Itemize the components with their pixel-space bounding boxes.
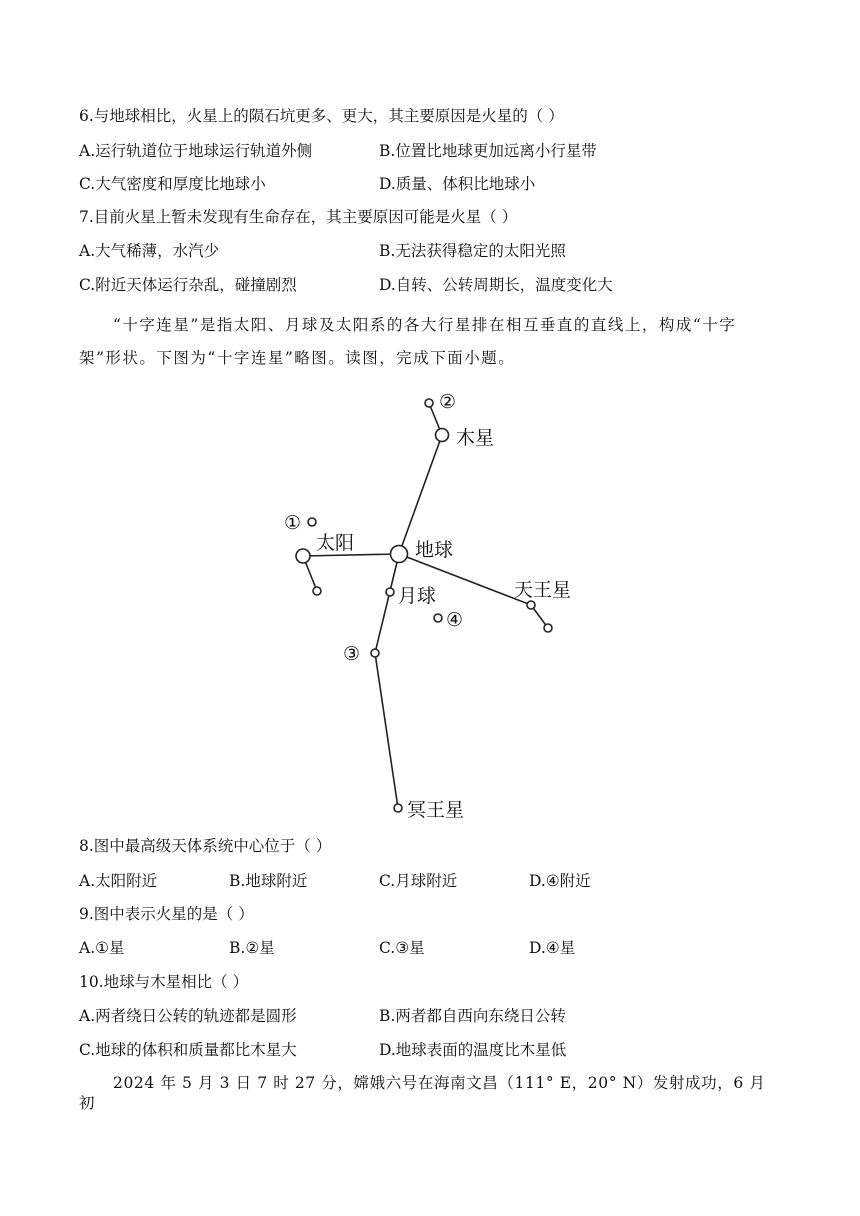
body-sun: [296, 549, 310, 563]
question-7-stem: 7.目前火星上暂未发现有生命存在，其主要原因可能是火星（ ）: [79, 208, 518, 226]
label-three: ③: [343, 643, 361, 665]
question-7-option-a: A.大气稀薄，水汽少: [79, 242, 220, 260]
question-7-option-b: B.无法获得稳定的太阳光照: [379, 242, 566, 260]
question-7-option-c: C.附近天体运行杂乱，碰撞剧烈: [79, 276, 297, 294]
body-two: [425, 399, 433, 407]
label-sun: 太阳: [316, 532, 355, 554]
question-6-stem: 6.与地球相比，火星上的陨石坑更多、更大，其主要原因是火星的（ ）: [79, 107, 564, 125]
question-8-option-c: C.月球附近: [379, 872, 458, 890]
passage-cross-alignment: “十字连星”是指太阳、月球及太阳系的各大行星排在相互垂直的直线上，构成“十字架”形状。下图为“十字连星”略图。读图，完成下面小题。: [79, 316, 737, 367]
cross-alignment-diagram: [282, 378, 582, 828]
question-9-option-d: D.④星: [529, 939, 576, 957]
body-pluto: [394, 804, 402, 812]
question-9-option-a: A.①星: [79, 939, 125, 957]
question-6-option-c: C.大气密度和厚度比地球小: [79, 175, 266, 193]
question-6-option-d: D.质量、体积比地球小: [379, 175, 536, 193]
question-8-option-d: D.④附近: [529, 872, 591, 890]
line-jupiter-earth: [399, 435, 442, 554]
body-uranus: [527, 601, 535, 609]
line-sun-earth: [303, 554, 399, 556]
question-10-stem: 10.地球与木星相比（ ）: [79, 973, 249, 991]
question-10-option-a: A.两者绕日公转的轨迹都是圆形: [79, 1007, 297, 1025]
body-moon: [386, 588, 394, 596]
body-three: [371, 649, 379, 657]
label-two: ②: [439, 391, 457, 413]
label-four: ④: [446, 609, 464, 631]
question-6-option-b: B.位置比地球更加远离小行星带: [379, 142, 597, 160]
question-9-option-c: C.③星: [379, 939, 425, 957]
line-three-pluto: [375, 653, 398, 808]
body-earth: [391, 546, 408, 563]
body-uranus-tail: [544, 624, 552, 632]
line-earth-three: [375, 554, 399, 653]
diagram-svg: [282, 378, 582, 828]
question-10-option-d: D.地球表面的温度比木星低: [379, 1041, 567, 1059]
label-jupiter: 木星: [456, 427, 495, 449]
body-jupiter: [436, 429, 449, 442]
question-8-stem: 8.图中最高级天体系统中心位于（ ）: [79, 837, 332, 855]
label-uranus: 天王星: [514, 579, 572, 601]
question-6-option-a: A.运行轨道位于地球运行轨道外侧: [79, 142, 313, 160]
question-8-option-b: B.地球附近: [229, 872, 308, 890]
label-pluto: 冥王星: [407, 799, 465, 821]
question-9-stem: 9.图中表示火星的是（ ）: [79, 905, 254, 923]
body-sun-tail: [313, 587, 321, 595]
body-one: [308, 518, 316, 526]
question-8-option-a: A.太阳附近: [79, 872, 158, 890]
question-9-option-b: B.②星: [229, 939, 275, 957]
question-10-option-b: B.两者都自西向东绕日公转: [379, 1007, 566, 1025]
question-10-option-c: C.地球的体积和质量都比木星大: [79, 1041, 297, 1059]
question-7-option-d: D.自转、公转周期长，温度变化大: [379, 276, 613, 294]
label-one: ①: [284, 512, 302, 534]
passage-change6-launch: 2024 年 5 月 3 日 7 时 27 分，嫦娥六号在海南文昌（111° E，20° N）发射成功，6 月初: [79, 1074, 766, 1112]
label-moon: 月球: [398, 585, 437, 607]
body-four: [434, 614, 442, 622]
label-earth: 地球: [415, 539, 454, 561]
